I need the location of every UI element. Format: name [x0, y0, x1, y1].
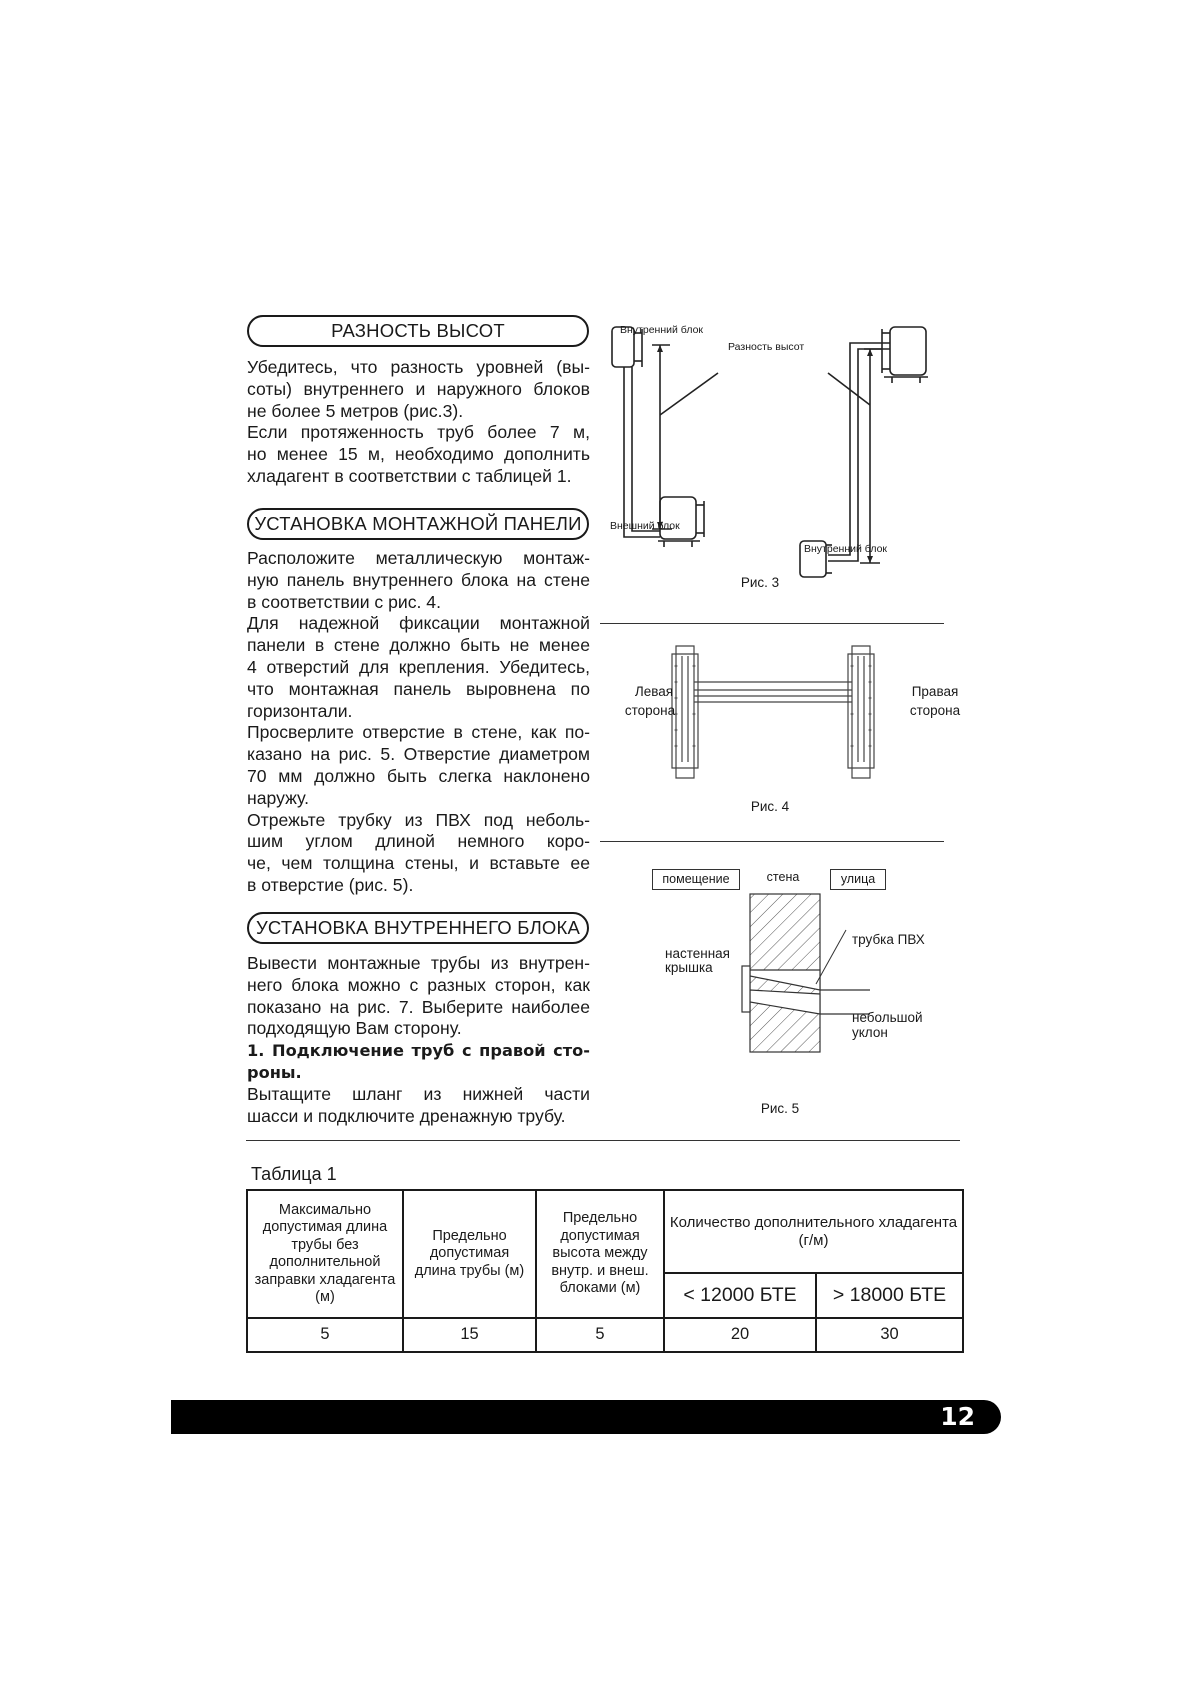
- section-heading-mounting-panel: УСТАНОВКА МОНТАЖНОЙ ПАНЕЛИ: [247, 508, 589, 540]
- indoor-paragraph: Вывести монтажные трубы из внутрен- него блока можно с разных сторон, как показано на рис. 7. Выберите наиболее подходящую Вам сторону. 1. Подключение труб с правой сто- роны. Вытащите шланг из нижней части шасси и подключите дренажную трубу.: [247, 953, 590, 1126]
- cell-limit-length: 15: [403, 1318, 536, 1352]
- header-additional-refrigerant: Количество дополнительного хладагента (г/м): [664, 1190, 963, 1273]
- right-panel-bracket: [852, 646, 870, 778]
- divider: [246, 1140, 960, 1141]
- fig5-label-room: помещение: [652, 869, 740, 890]
- fig4-right-label-2: сторона: [909, 703, 961, 718]
- section-heading-height-difference: РАЗНОСТЬ ВЫСОТ: [247, 315, 589, 347]
- fig5-label-pvc-tube: трубка ПВХ: [852, 932, 925, 947]
- bold-subheading: 1. Подключение труб с правой сто-: [247, 1041, 590, 1061]
- fig5-label-slope-1: небольшой: [852, 1010, 923, 1025]
- fig3-caption: Рис. 3: [740, 575, 780, 590]
- header-max-length: Максимально допустимая длина трубы без дополнительной заправки хладагента (м): [247, 1190, 403, 1318]
- figure-4-mounting-panel: [662, 642, 902, 780]
- fig4-left-label-2: сторона: [624, 703, 676, 718]
- fig4-left-label-1: Левая: [634, 684, 674, 699]
- table-row: [247, 1318, 963, 1352]
- height-paragraph: Убедитесь, что разность уровней (вы- соты) внутреннего и наружного блоков не более 5 метров (рис.3). Если протяженность труб более 7 м, но менее 15 м, необходимо дополнить хладагент в соответствии с таблицей 1.: [247, 357, 590, 486]
- figure-3-height-diagram: [600, 315, 970, 605]
- cell-max-length: 5: [247, 1318, 403, 1352]
- fig3-label-indoor-unit: Внутренний блок: [620, 324, 704, 336]
- fig4-caption: Рис. 4: [750, 799, 790, 814]
- fig5-label-wall-cover-1: настенная: [665, 946, 730, 961]
- footer-bar: [171, 1400, 1001, 1434]
- cell-limit-height: 5: [536, 1318, 664, 1352]
- refrigerant-table: [246, 1189, 964, 1353]
- section-heading-indoor-unit: УСТАНОВКА ВНУТРЕННЕГО БЛОКА: [247, 912, 589, 944]
- right-pipe: [828, 343, 890, 555]
- page-number: 12: [940, 1402, 975, 1431]
- fig3-label-outdoor-unit: Внешний блок: [610, 520, 680, 532]
- cell-above-18000: 30: [816, 1318, 963, 1352]
- divider: [600, 623, 944, 624]
- fig5-label-wall: стена: [766, 870, 800, 884]
- table-label: Таблица 1: [251, 1164, 337, 1184]
- bold-subheading-cont: роны.: [247, 1062, 302, 1082]
- fig5-caption: Рис. 5: [760, 1101, 800, 1116]
- fig4-right-label-1: Правая: [911, 684, 959, 699]
- fig3-label-indoor-unit-2: Внутренний блок: [804, 543, 888, 555]
- fig5-label-slope-2: уклон: [852, 1025, 888, 1040]
- left-pipe: [624, 367, 660, 537]
- header-below-12000: < 12000 БТЕ: [664, 1273, 816, 1318]
- divider: [600, 841, 944, 842]
- header-above-18000: > 18000 БТЕ: [816, 1273, 963, 1318]
- header-limit-length: Предельно допустимая длина трубы (м): [403, 1190, 536, 1318]
- cell-below-12000: 20: [664, 1318, 816, 1352]
- fig5-label-wall-cover-2: крышка: [665, 960, 713, 975]
- fig3-label-height-diff: Разность высот: [728, 341, 805, 353]
- header-limit-height: Предельно допустимая высота между внутр. и внеш. блоками (м): [536, 1190, 664, 1318]
- panel-paragraph: Расположите металлическую монтаж- ную панель внутреннего блока на стене в соответствии с рис. 4. Для надежной фиксации монтажной панели в стене должно быть не менее 4 отверстий для крепления. Убедитесь, что монтажная панель выровнена по горизонтали. Просверлите отверстие в стене, как по- казано на рис. 5. Отверстие диаметром 70 мм должно быть слегка наклонено наружу. Отрежьте трубку из ПВХ под неболь- шим углом длиной немного коро- че, чем толщина стены, и вставьте ее в отверстие (рис. 5).: [247, 548, 590, 895]
- right-outdoor-unit: [890, 327, 926, 375]
- wall-cover: [742, 966, 750, 1012]
- fig5-label-street: улица: [830, 869, 886, 890]
- outdoor-unit: [660, 497, 696, 539]
